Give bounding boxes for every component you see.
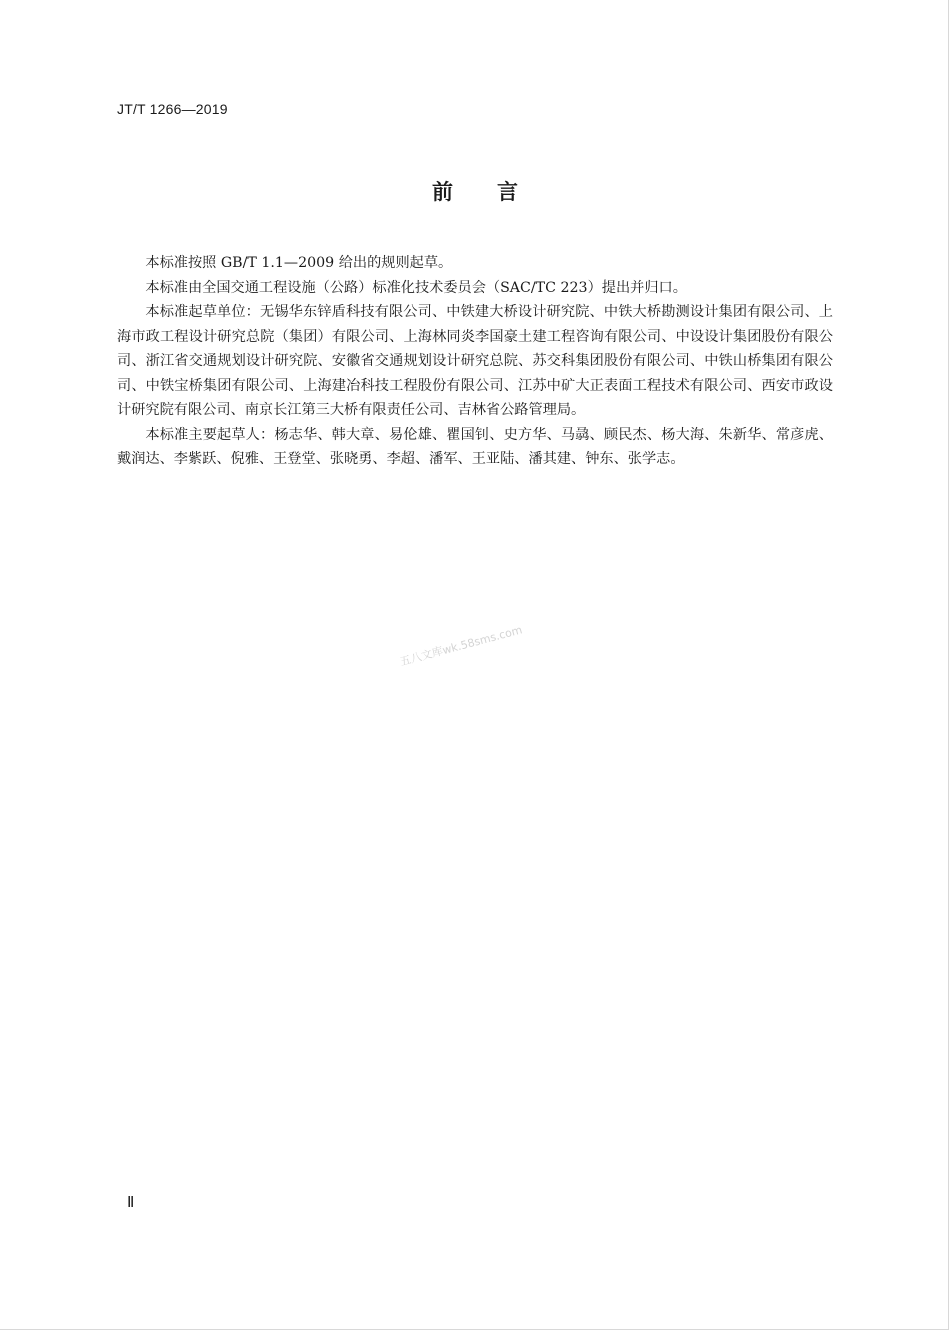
standard-code: JT/T 1266—2019 — [117, 101, 228, 117]
paragraph-proposer: 本标准由全国交通工程设施（公路）标准化技术委员会（SAC/TC 223）提出并归口。 — [145, 279, 687, 296]
page-title: 前言 — [432, 180, 562, 204]
page-number: Ⅱ — [127, 1195, 135, 1211]
paragraph-drafting-units: 本标准起草单位：无锡华东锌盾科技有限公司、中铁建大桥设计研究院、中铁大桥勘测设计集团有限公司、上海市政工程设计研究总院（集团）有限公司、上海林同炎李国豪土建工程咨询有限公司、中设设计集团股份有限公司、浙江省交通规划设计研究院、安徽省交通规划设计研究总院、苏交科集团股份有限公司、中铁山桥集团有限公司、中铁宝桥集团有限公司、上海建冶科技工程股份有限公司、江苏中矿大正表面工程技术有限公司、西安市政设计研究院有限公司、南京长江第三大桥有限责任公司、吉林省公路管理局。 — [117, 304, 833, 418]
preface-body — [117, 251, 833, 472]
paragraph-drafting-rules: 本标准按照 GB/T 1.1—2009 给出的规则起草。 — [145, 255, 453, 271]
watermark: 五八文库wk.58sms.com — [398, 623, 524, 669]
paragraph-drafters: 本标准主要起草人：杨志华、韩大章、易伦雄、瞿国钊、史方华、马骉、顾民杰、杨大海、朱新华、常彦虎、戴润达、李紫跃、倪雅、王登堂、张晓勇、李超、潘军、王亚陆、潘其建、钟东、张学志。 — [117, 426, 833, 467]
